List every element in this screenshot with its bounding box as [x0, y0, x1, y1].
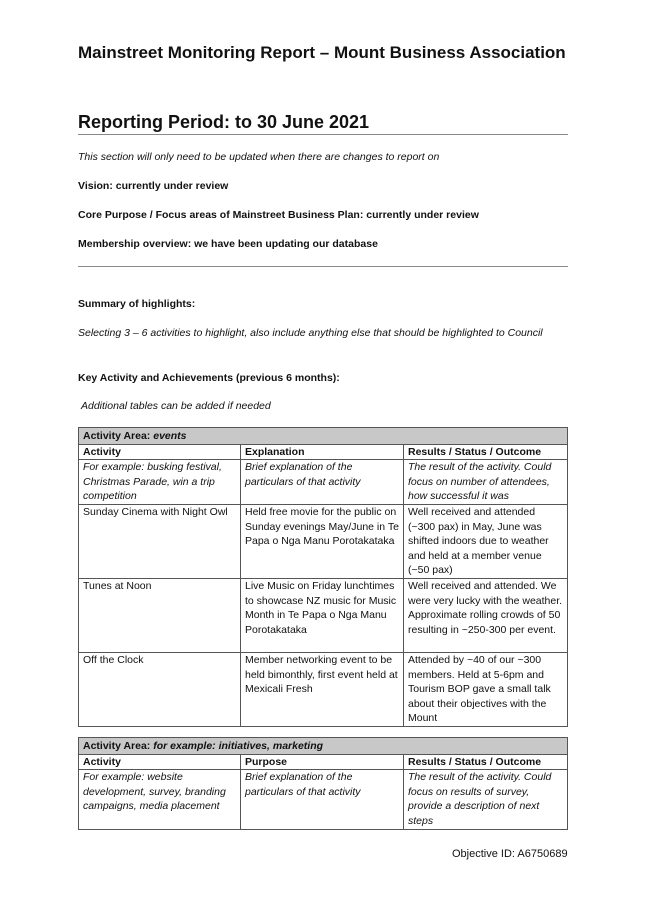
- activity-area-label: Activity Area:: [83, 430, 151, 442]
- table-cell: Off the Clock: [79, 652, 241, 726]
- example-row: [79, 460, 568, 505]
- table-cell: The result of the activity. Could focus on number of attendees, how successful it was: [404, 460, 568, 505]
- activity-area-label: Activity Area:: [83, 740, 151, 752]
- activity-area-value: for example: initiatives, marketing: [153, 740, 324, 752]
- table-cell: For example: website development, survey, branding campaigns, media placement: [79, 770, 241, 830]
- vision-line: Vision: currently under review: [78, 180, 229, 192]
- column-header: Purpose: [241, 754, 404, 770]
- column-header: Explanation: [241, 444, 404, 460]
- table-cell: For example: busking festival, Christmas Parade, win a trip competition: [79, 460, 241, 505]
- table-cell: Brief explanation of the particulars of that activity: [241, 460, 404, 505]
- column-header: Activity: [79, 444, 241, 460]
- column-header: Activity: [79, 754, 241, 770]
- table-cell: The result of the activity. Could focus on results of survey, provide a description of next steps: [404, 770, 568, 830]
- table-cell: Held free movie for the public on Sunday evenings May/June in Te Papa o Nga Manu Porotakataka: [241, 504, 404, 578]
- initiatives-activity-table: [78, 737, 568, 830]
- activity-area-value: events: [153, 430, 187, 442]
- highlights-heading: Summary of highlights:: [78, 298, 196, 310]
- column-header: Results / Status / Outcome: [404, 754, 568, 770]
- table-header-row: [79, 754, 568, 770]
- membership-line: Membership overview: we have been updating our database: [78, 238, 378, 250]
- key-activity-heading: Key Activity and Achievements (previous 6 months):: [78, 372, 340, 384]
- activity-area-row: [79, 738, 568, 755]
- table-cell: Well received and attended (~300 pax) in May, June was shifted indoors due to weather and held at a member venue (~50 pax): [404, 504, 568, 578]
- example-row: [79, 770, 568, 830]
- table-header-row: [79, 444, 568, 460]
- divider-top: [78, 134, 568, 135]
- section-note: This section will only need to be updated when there are changes to report on: [78, 151, 440, 163]
- objective-id-footer: Objective ID: A6750689: [452, 848, 568, 860]
- table-cell: Brief explanation of the particulars of that activity: [241, 770, 404, 830]
- column-header: Results / Status / Outcome: [404, 444, 568, 460]
- table-cell: Live Music on Friday lunchtimes to showcase NZ music for Music Month in Te Papa o Nga Manu Porotakataka: [241, 578, 404, 652]
- events-activity-table: [78, 427, 568, 727]
- table-row: [79, 578, 568, 652]
- tables-note: Additional tables can be added if needed: [81, 400, 271, 412]
- table-row: [79, 652, 568, 726]
- divider-bottom: [78, 266, 568, 267]
- activity-area-row: [79, 428, 568, 445]
- table-cell: Tunes at Noon: [79, 578, 241, 652]
- table-cell: Sunday Cinema with Night Owl: [79, 504, 241, 578]
- core-purpose-line: Core Purpose / Focus areas of Mainstreet Business Plan: currently under review: [78, 209, 479, 221]
- report-title: Mainstreet Monitoring Report – Mount Business Association: [78, 43, 566, 62]
- table-cell: Attended by ~40 of our ~300 members. Held at 5-6pm and Tourism BOP gave a small talk about their objectives with the Mount: [404, 652, 568, 726]
- reporting-period-heading: Reporting Period: to 30 June 2021: [78, 112, 370, 132]
- table-row: [79, 504, 568, 578]
- table-cell: Well received and attended. We were very lucky with the weather. Approximate rolling crowds of 50 resulting in ~250-300 per event.: [404, 578, 568, 652]
- highlights-note: Selecting 3 – 6 activities to highlight, also include anything else that should be highlighted to Council: [78, 327, 543, 339]
- table-cell: Member networking event to be held bimonthly, first event held at Mexicali Fresh: [241, 652, 404, 726]
